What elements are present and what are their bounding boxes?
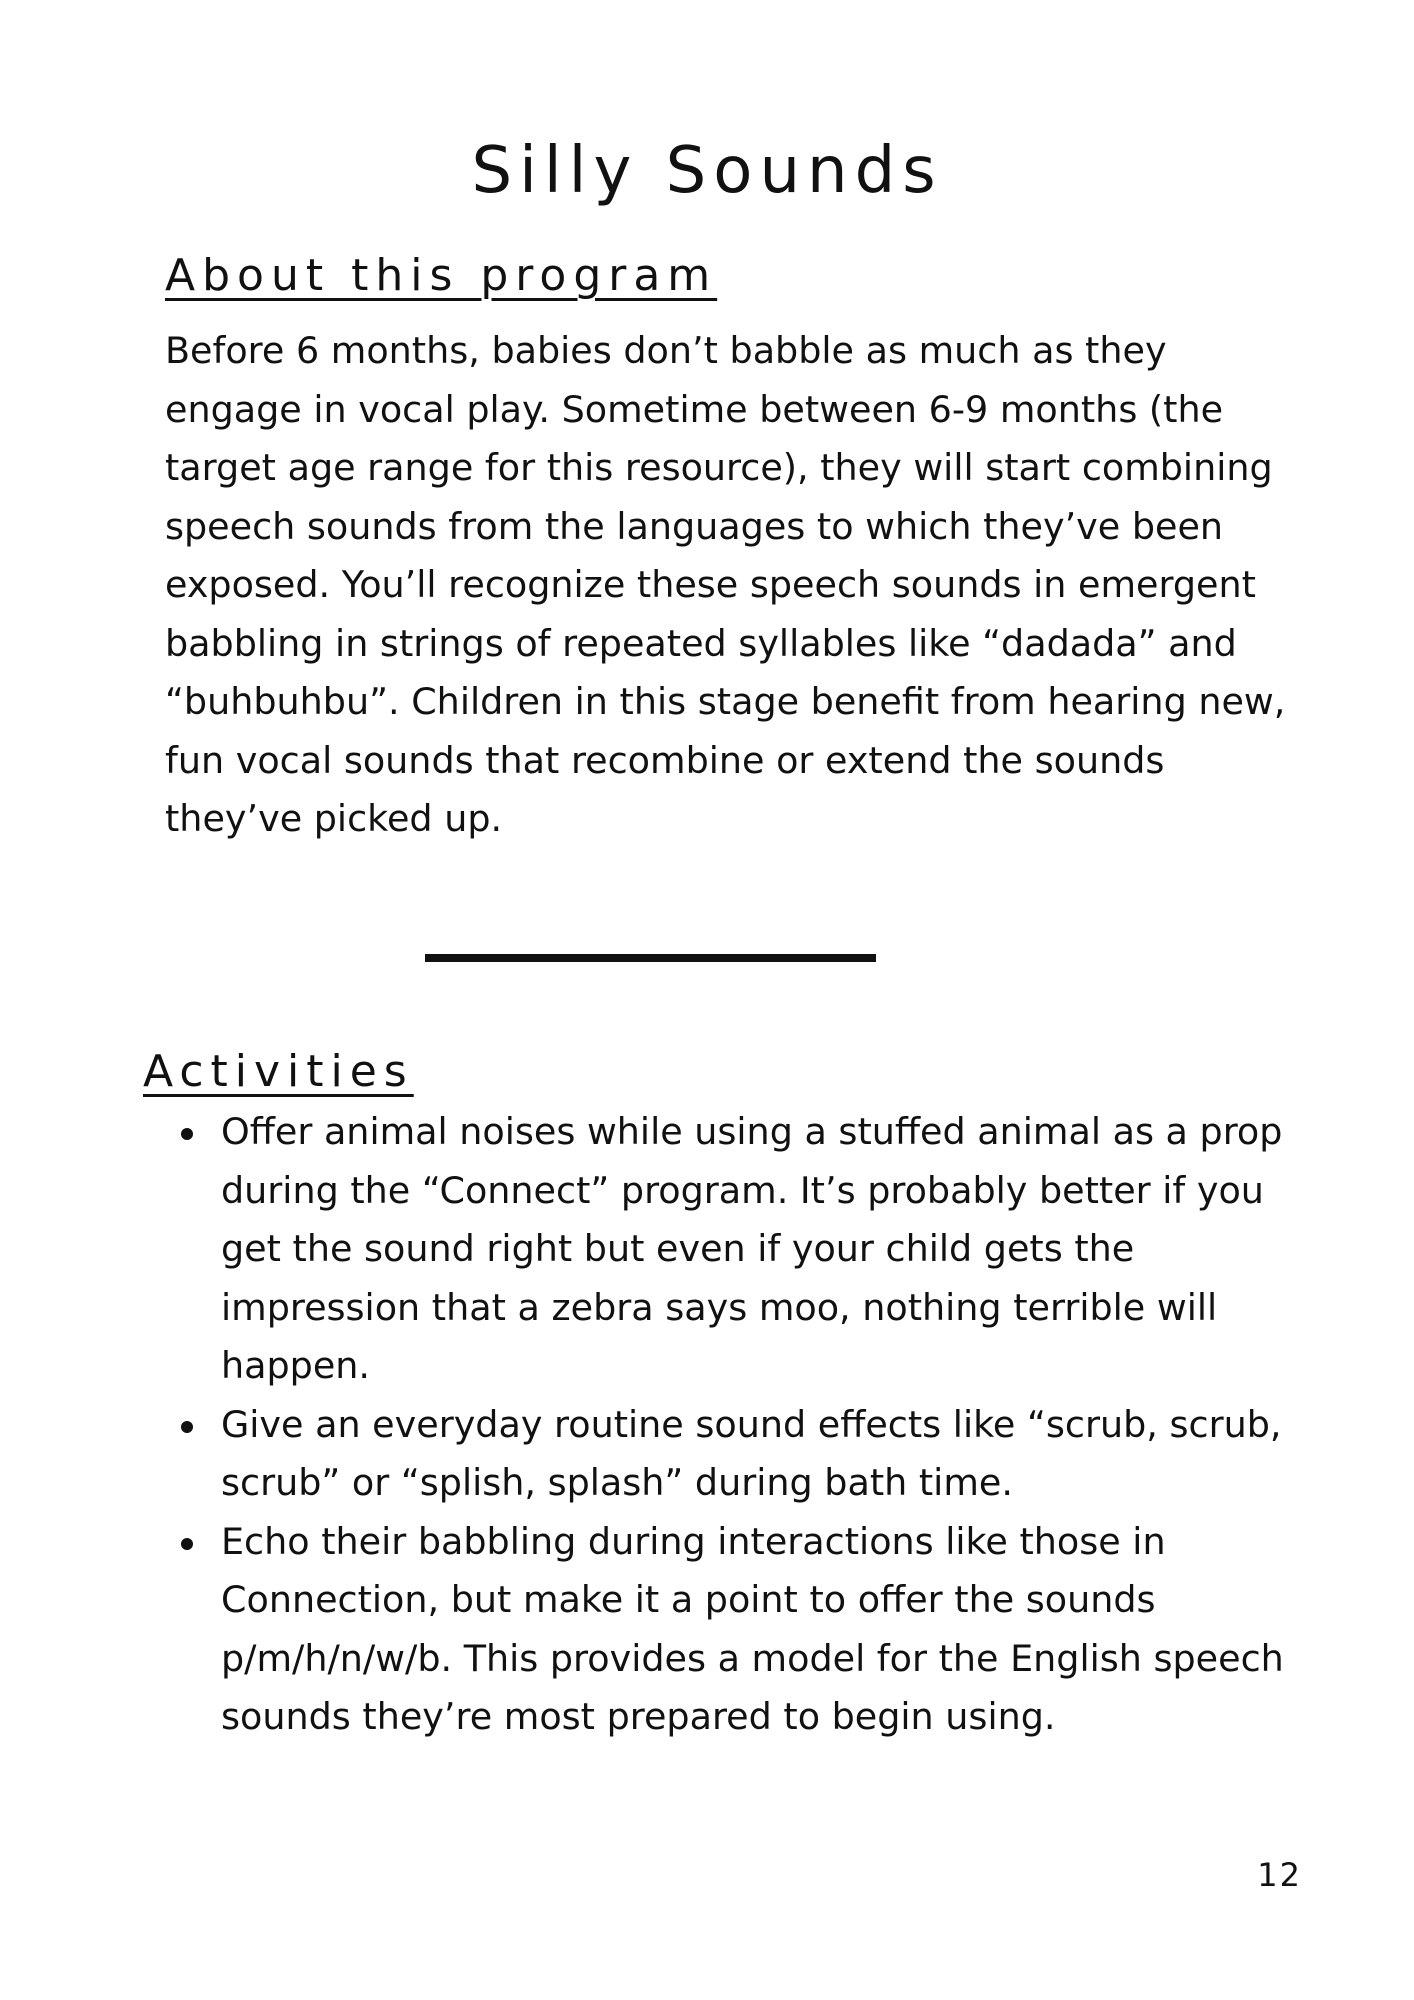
activities-list [221, 1103, 1301, 1747]
page-number: 12 [1257, 1856, 1302, 1894]
activity-item-2 [221, 1396, 1301, 1513]
about-paragraph: Before 6 months, babies don’t babble as much as they engage in vocal play. Sometime between 6-9 months (the target age range for this resource), they will start combining speech sounds from the languages to which they’ve been exposed. You’ll recognize these speech sounds in emergent babbling in strings of repeated syllables like “dadada” and “buhbuhbu”. Children in this stage benefit from hearing new, fun vocal sounds that recombine or extend the sounds they’ve picked up. [165, 329, 1286, 840]
bullet-icon [181, 1421, 193, 1433]
bullet-icon [181, 1538, 193, 1550]
activity-text: Offer animal noises while using a stuffed animal as a prop during the “Connect” program. It’s probably better if you get the sound right but even if your child gets the impression that a zebra says moo, nothing terrible will happen. [221, 1110, 1283, 1387]
page-title: Silly Sounds [471, 134, 943, 208]
bullet-icon [181, 1128, 193, 1140]
section-divider [425, 954, 876, 962]
activity-text: Give an everyday routine sound effects like “scrub, scrub, scrub” or “splish, splash” during bath time. [221, 1402, 1282, 1504]
activities-heading: Activities [143, 1046, 414, 1097]
activity-item-3 [221, 1513, 1301, 1747]
about-heading: About this program [165, 250, 718, 301]
activity-item-1 [221, 1103, 1301, 1396]
activity-text: Echo their babbling during interactions like those in Connection, but make it a point to offer the sounds p/m/h/n/w/b. This provides a model for the English speech sounds they’re most prepared to begin using. [221, 1519, 1284, 1738]
